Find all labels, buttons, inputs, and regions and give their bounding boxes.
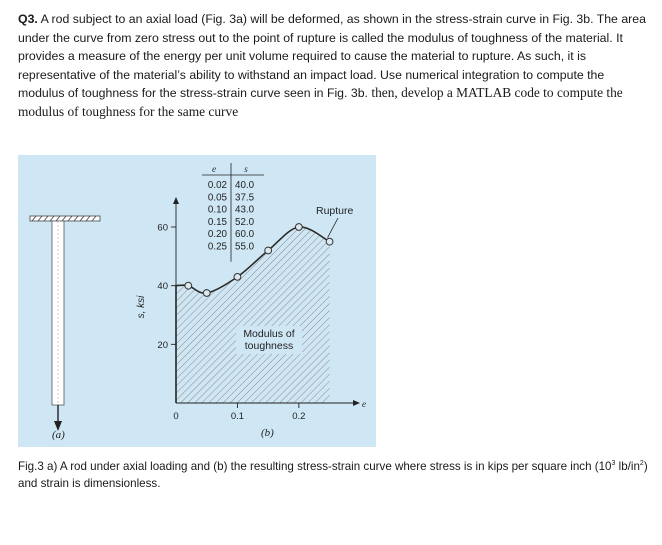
data-point-2 [185,282,192,289]
table-cell-e-0: 0.02 [207,180,227,191]
x-axis-label: e [362,399,366,409]
y-tick-label-60: 60 [157,222,168,234]
table-cell-e-3: 0.15 [207,216,227,228]
table-cell-s-3: 52.0 [235,216,255,228]
figure-svg [18,155,376,447]
data-point-3 [203,290,210,297]
y-tick-label-20: 20 [157,339,168,351]
caption-part2: lb/in [615,460,640,473]
table-cell-s-0: 40.0 [235,180,255,191]
x-tick-label-0: 0 [173,411,179,422]
figure-caption [18,459,648,492]
rupture-label: Rupture [316,205,354,217]
x-tick-label-0.2: 0.2 [292,411,306,422]
table-header-s: s [244,164,248,174]
question-body: A rod subject to an axial load (Fig. 3a) will be deformed, as shown in the stress-strain curve in Fig. 3b. The area under the curve from zero stress out to the point of rupture is called the modulus of toughness of the material. It provides a measure of the energy per unit volume required to cause the material to rupture. As such, it is representative of the material’s ability to withstand an impact load. Use numerical integration to compute the modulus of toughness for the stress-strain curve seen in Fig. 3b. [18,12,646,101]
table-cell-s-4: 60.0 [235,229,255,241]
data-point-4 [234,273,241,280]
table-cell-e-4: 0.20 [207,229,227,241]
question-number: Q3. [18,12,38,26]
table-cell-e-2: 0.10 [207,204,227,216]
x-tick-label-0.1: 0.1 [230,411,245,422]
data-point-5 [265,247,272,254]
area-label-line2: toughness [244,340,294,352]
label-a: (a) [52,429,65,441]
caption-sup-exponent: 3 [611,460,616,468]
table-cell-e-1: 0.05 [207,192,227,204]
question-text [18,10,648,122]
data-point-6 [295,224,302,231]
caption-sup-exponent-2: 2 [639,460,644,468]
table-cell-s-1: 37.5 [235,192,255,204]
figure-3 [18,155,376,447]
area-label-line1: Modulus of [243,328,295,340]
table-cell-s-2: 43.0 [235,204,255,216]
y-axis-label: s, ksi [136,295,147,319]
question-tail: then, develop a MATLAB code to compute the modulus of toughness for the same curve [18,85,623,119]
caption-part1: Fig.3 a) A rod under axial loading and (b) the resulting stress-strain curve where stress is in kips per square inch (10 [18,460,612,473]
label-b: (b) [261,427,274,439]
table-cell-s-5: 55.0 [235,241,255,253]
caption-part3: ) and strain is dimensionless. [18,460,648,490]
table-cell-e-5: 0.25 [207,241,227,253]
table-header-e: e [212,164,216,174]
y-tick-label-40: 40 [157,281,168,293]
data-point-7 [326,238,333,245]
